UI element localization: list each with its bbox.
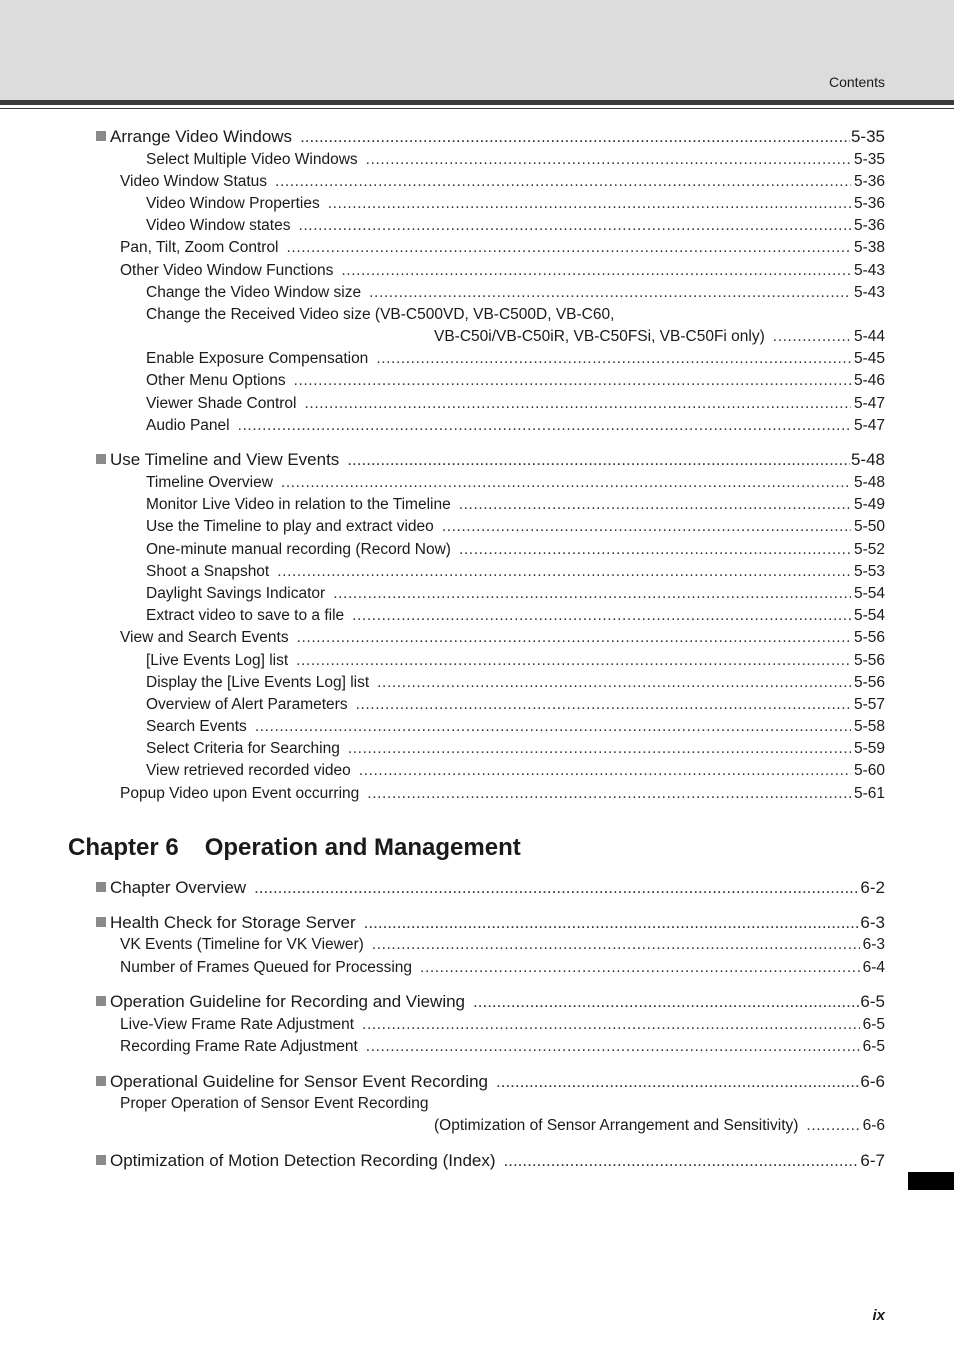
toc-entry-page: 5-50 bbox=[853, 518, 885, 535]
dot-leader bbox=[297, 629, 851, 647]
toc-entry[interactable] bbox=[434, 1117, 885, 1137]
toc-entry[interactable] bbox=[146, 518, 885, 538]
toc-entry[interactable] bbox=[146, 740, 885, 760]
toc-entry-page: 5-43 bbox=[853, 284, 885, 301]
dot-leader bbox=[305, 395, 851, 413]
toc-entry[interactable] bbox=[120, 239, 885, 259]
toc-entry[interactable] bbox=[146, 652, 885, 672]
toc-entry-page: 5-57 bbox=[853, 696, 885, 713]
dot-leader bbox=[275, 173, 851, 191]
toc-entry[interactable] bbox=[146, 585, 885, 605]
dot-leader bbox=[294, 372, 851, 390]
toc-entry-title: Live-View Frame Rate Adjustment bbox=[120, 1016, 355, 1033]
toc-entry-title: Arrange Video Windows bbox=[110, 127, 293, 146]
dot-leader bbox=[364, 913, 860, 933]
chapter-tab-marker bbox=[908, 1172, 954, 1190]
dot-leader bbox=[362, 1016, 860, 1034]
toc-entry-page: 5-58 bbox=[853, 718, 885, 735]
toc-section[interactable] bbox=[96, 450, 885, 472]
toc-entry-page: 5-56 bbox=[853, 652, 885, 669]
toc-entry-page: 6-3 bbox=[860, 913, 885, 932]
toc-entry-title: Popup Video upon Event occurring bbox=[120, 785, 360, 802]
toc-entry-title: Optimization of Motion Detection Recording (Index) bbox=[110, 1151, 496, 1170]
toc-section[interactable] bbox=[96, 127, 885, 149]
chapter-number: Chapter 6 bbox=[68, 834, 179, 861]
toc-entry-title: Health Check for Storage Server bbox=[110, 913, 356, 932]
toc-entry-title: Select Multiple Video Windows bbox=[146, 151, 358, 168]
toc-entry-title: Other Video Window Functions bbox=[120, 262, 334, 279]
dot-leader bbox=[496, 1072, 859, 1092]
toc-entry[interactable] bbox=[120, 959, 885, 979]
toc-entry-page: 5-35 bbox=[850, 127, 885, 146]
toc-entry-title: Viewer Shade Control bbox=[146, 395, 297, 412]
toc-section[interactable] bbox=[96, 878, 885, 900]
toc-entry-page: 5-45 bbox=[853, 350, 885, 367]
toc-entry-page: 5-56 bbox=[853, 629, 885, 646]
toc-entry-title: VK Events (Timeline for VK Viewer) bbox=[120, 936, 364, 953]
toc-entry-page: 5-36 bbox=[853, 173, 885, 190]
toc-entry-title: Select Criteria for Searching bbox=[146, 740, 340, 757]
toc-entry-title: Video Window Status bbox=[120, 173, 268, 190]
toc-entry-page: 6-3 bbox=[862, 936, 885, 953]
square-bullet-icon bbox=[96, 882, 106, 892]
toc-entry[interactable] bbox=[146, 718, 885, 738]
square-bullet-icon bbox=[96, 1155, 106, 1165]
toc-entry-page: 5-44 bbox=[853, 328, 885, 345]
page-number: ix bbox=[872, 1307, 885, 1324]
dot-leader bbox=[287, 239, 851, 257]
toc-entry[interactable] bbox=[146, 350, 885, 370]
dot-leader bbox=[366, 151, 851, 169]
toc-entry[interactable] bbox=[146, 762, 885, 782]
square-bullet-icon bbox=[96, 454, 106, 464]
dot-leader bbox=[359, 762, 851, 780]
dot-leader bbox=[420, 959, 860, 977]
toc-entry-page: 5-48 bbox=[850, 450, 885, 469]
toc-entry-page: 5-49 bbox=[853, 496, 885, 513]
toc-entry-title: Shoot a Snapshot bbox=[146, 563, 270, 580]
toc-entry-page: 5-59 bbox=[853, 740, 885, 757]
toc-entry-title: Daylight Savings Indicator bbox=[146, 585, 326, 602]
toc-entry[interactable] bbox=[120, 173, 885, 193]
toc-section[interactable] bbox=[96, 913, 885, 935]
square-bullet-icon bbox=[96, 1076, 106, 1086]
toc-entry[interactable] bbox=[120, 262, 885, 282]
toc-entry-page: 6-6 bbox=[862, 1117, 885, 1134]
dot-leader bbox=[300, 127, 850, 147]
toc-entry-page: 5-56 bbox=[853, 674, 885, 691]
toc-entry[interactable] bbox=[146, 696, 885, 716]
dot-leader bbox=[255, 718, 851, 736]
toc-entry-page: 6-7 bbox=[860, 1151, 885, 1170]
toc-entry[interactable] bbox=[146, 417, 885, 437]
toc-entry-page: 5-47 bbox=[853, 417, 885, 434]
toc-entry-title: Other Menu Options bbox=[146, 372, 286, 389]
toc-entry[interactable] bbox=[146, 607, 885, 627]
toc-entry[interactable] bbox=[146, 151, 885, 171]
toc-entry-title: Video Window states bbox=[146, 217, 291, 234]
dot-leader bbox=[238, 417, 851, 435]
dot-leader bbox=[459, 496, 851, 514]
toc-section[interactable] bbox=[96, 992, 885, 1014]
toc-entry-title: Search Events bbox=[146, 718, 247, 735]
toc-entry-title: Pan, Tilt, Zoom Control bbox=[120, 239, 279, 256]
dot-leader bbox=[377, 674, 851, 692]
toc-entry-page: 5-61 bbox=[853, 785, 885, 802]
toc-entry[interactable] bbox=[146, 563, 885, 583]
toc-entry-page: 6-5 bbox=[862, 1016, 885, 1033]
dot-leader bbox=[341, 262, 851, 280]
dot-leader bbox=[806, 1117, 859, 1135]
toc-entry-title: Operational Guideline for Sensor Event Recording bbox=[110, 1072, 488, 1091]
dot-leader bbox=[473, 992, 859, 1012]
toc-entry[interactable] bbox=[146, 395, 885, 415]
dot-leader bbox=[442, 518, 851, 536]
dot-leader bbox=[348, 740, 851, 758]
dot-leader bbox=[281, 474, 851, 492]
toc-section[interactable] bbox=[96, 1072, 885, 1094]
toc-entry[interactable] bbox=[146, 195, 885, 215]
dot-leader bbox=[333, 585, 851, 603]
dot-leader bbox=[347, 450, 850, 470]
toc-entry-title: Use the Timeline to play and extract video bbox=[146, 518, 434, 535]
toc-entry-page: 5-36 bbox=[853, 217, 885, 234]
toc-entry[interactable] bbox=[146, 284, 885, 304]
toc-entry-title: View retrieved recorded video bbox=[146, 762, 351, 779]
toc-entry-title-line1[interactable]: Change the Received Video size (VB-C500VD, VB-C500D, VB-C60, bbox=[146, 306, 615, 323]
toc-entry-title: Timeline Overview bbox=[146, 474, 273, 491]
toc-entry-title: Use Timeline and View Events bbox=[110, 450, 340, 469]
toc-entry[interactable] bbox=[120, 1038, 885, 1058]
toc-entry-title: Video Window Properties bbox=[146, 195, 320, 212]
dot-leader bbox=[504, 1151, 860, 1171]
toc-entry-title: One-minute manual recording (Record Now) bbox=[146, 541, 451, 558]
toc-entry-title-line2: VB-C50i/VB-C50iR, VB-C50FSi, VB-C50Fi only) bbox=[434, 328, 765, 345]
toc-entry-page: 6-2 bbox=[860, 878, 885, 897]
dot-leader bbox=[376, 350, 851, 368]
header-rule-thick bbox=[0, 100, 954, 105]
square-bullet-icon bbox=[96, 917, 106, 927]
toc-entry-page: 6-4 bbox=[862, 959, 885, 976]
toc-entry-page: 5-53 bbox=[853, 563, 885, 580]
toc-entry-title: Operation Guideline for Recording and Viewing bbox=[110, 992, 466, 1011]
dot-leader bbox=[352, 607, 851, 625]
dot-leader bbox=[328, 195, 851, 213]
toc-entry[interactable] bbox=[120, 785, 885, 805]
toc-entry-page: 5-48 bbox=[853, 474, 885, 491]
toc-entry[interactable] bbox=[146, 474, 885, 494]
toc-entry-title: [Live Events Log] list bbox=[146, 652, 289, 669]
toc-entry-title: Number of Frames Queued for Processing bbox=[120, 959, 413, 976]
dot-leader bbox=[367, 785, 851, 803]
toc-entry-title-line2: (Optimization of Sensor Arrangement and Sensitivity) bbox=[434, 1117, 799, 1134]
dot-leader bbox=[459, 541, 851, 559]
toc-entry-title: Audio Panel bbox=[146, 417, 230, 434]
dot-leader bbox=[369, 284, 851, 302]
toc-entry-title: Change the Video Window size bbox=[146, 284, 362, 301]
square-bullet-icon bbox=[96, 131, 106, 141]
toc-entry-title: Chapter Overview bbox=[110, 878, 247, 897]
toc-entry-page: 5-60 bbox=[853, 762, 885, 779]
toc-entry-title: Recording Frame Rate Adjustment bbox=[120, 1038, 358, 1055]
chapter-heading bbox=[68, 834, 521, 862]
chapter-title: Operation and Management bbox=[204, 834, 521, 861]
toc-entry-title-line1[interactable]: Proper Operation of Sensor Event Recording bbox=[120, 1095, 429, 1112]
toc-entry[interactable] bbox=[146, 217, 885, 237]
toc-entry[interactable] bbox=[146, 372, 885, 392]
toc-entry[interactable] bbox=[120, 936, 885, 956]
toc-entry-page: 6-5 bbox=[862, 1038, 885, 1055]
toc-entry-page: 5-52 bbox=[853, 541, 885, 558]
toc-entry-page: 6-6 bbox=[860, 1072, 885, 1091]
toc-entry[interactable] bbox=[146, 541, 885, 561]
dot-leader bbox=[298, 217, 851, 235]
dot-leader bbox=[356, 696, 851, 714]
toc-section[interactable] bbox=[96, 1151, 885, 1173]
toc-entry-title: Enable Exposure Compensation bbox=[146, 350, 369, 367]
header-band bbox=[0, 0, 954, 100]
toc-entry-page: 5-47 bbox=[853, 395, 885, 412]
dot-leader bbox=[254, 878, 859, 898]
toc-entry[interactable] bbox=[146, 496, 885, 516]
toc-entry-page: 6-5 bbox=[860, 992, 885, 1011]
dot-leader bbox=[773, 328, 851, 346]
square-bullet-icon bbox=[96, 996, 106, 1006]
toc-entry[interactable] bbox=[146, 674, 885, 694]
toc-entry-page: 5-36 bbox=[853, 195, 885, 212]
toc-entry-title: Extract video to save to a file bbox=[146, 607, 345, 624]
dot-leader bbox=[296, 652, 851, 670]
toc-entry-title: Monitor Live Video in relation to the Timeline bbox=[146, 496, 451, 513]
toc-entry-page: 5-35 bbox=[853, 151, 885, 168]
toc-entry-page: 5-38 bbox=[853, 239, 885, 256]
toc-entry-page: 5-54 bbox=[853, 607, 885, 624]
toc-entry[interactable] bbox=[120, 1016, 885, 1036]
toc-entry-page: 5-46 bbox=[853, 372, 885, 389]
toc-entry[interactable] bbox=[120, 629, 885, 649]
dot-leader bbox=[277, 563, 851, 581]
dot-leader bbox=[372, 936, 860, 954]
toc-entry-page: 5-54 bbox=[853, 585, 885, 602]
toc-entry-page: 5-43 bbox=[853, 262, 885, 279]
toc-entry-title: View and Search Events bbox=[120, 629, 289, 646]
toc-entry-title: Display the [Live Events Log] list bbox=[146, 674, 370, 691]
header-rule-thin bbox=[0, 108, 954, 109]
toc-entry[interactable] bbox=[434, 328, 885, 348]
dot-leader bbox=[366, 1038, 860, 1056]
running-header: Contents bbox=[828, 74, 885, 90]
toc-entry-title: Overview of Alert Parameters bbox=[146, 696, 348, 713]
